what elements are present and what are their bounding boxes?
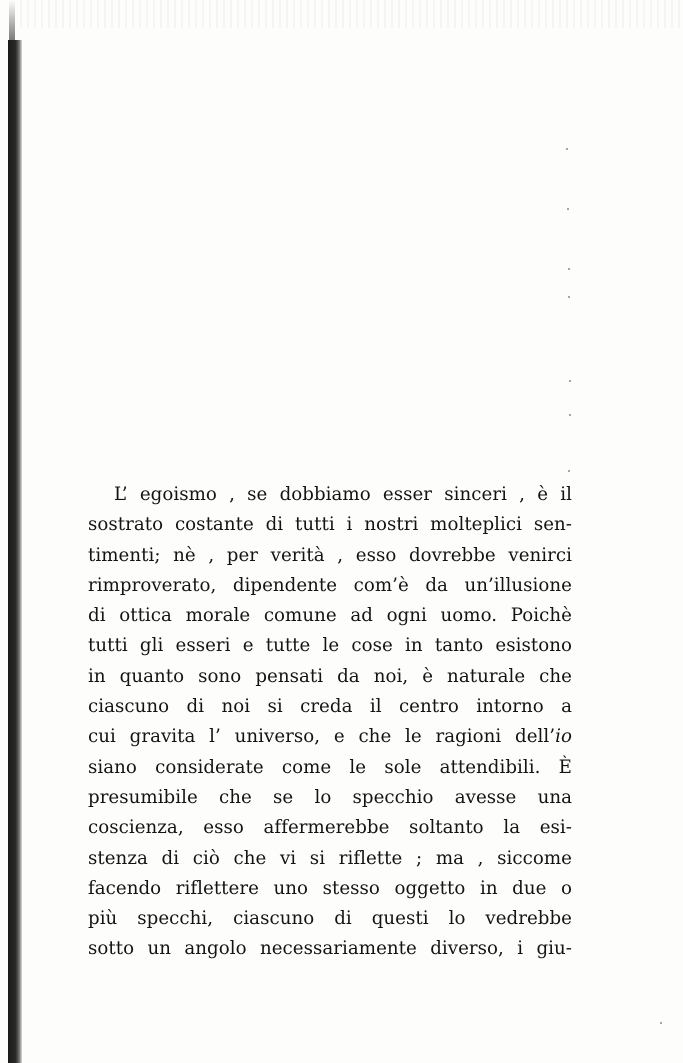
scan-speck <box>569 414 571 416</box>
scan-noise <box>20 0 683 28</box>
text-line: sostrato costante di tutti i nostri molteplici sen- <box>88 514 572 536</box>
text-line: rimproverato, dipendente com’è da un’illusione <box>88 574 572 596</box>
text-line: siano considerate come le sole attendibili. È <box>88 756 572 778</box>
text-line: in quanto sono pensati da noi, è naturale che <box>88 665 572 687</box>
body-paragraph <box>88 480 572 965</box>
text-line: ciascuno di noi si creda il centro intorno a <box>88 696 572 718</box>
text-line: presumibile che se lo specchio avesse una <box>88 786 572 808</box>
text-line: L’ egoismo , se dobbiamo esser sinceri , è il <box>114 484 572 505</box>
text-line: sotto un angolo necessariamente diverso, i giu- <box>88 938 572 960</box>
text-line: di ottica morale comune ad ogni uomo. Poichè <box>88 605 572 627</box>
scan-speck <box>568 268 570 270</box>
text-line-with-italic <box>88 722 572 752</box>
scan-speck <box>568 296 570 298</box>
scan-speck <box>568 470 570 472</box>
text-line: stenza di ciò che vi si riflette ; ma , siccome <box>88 847 572 869</box>
text-line: facendo riflettere uno stesso oggetto in due o <box>88 877 572 899</box>
text-line: più specchi, ciascuno di questi lo vedrebbe <box>88 908 572 930</box>
italic-word: io <box>555 726 572 748</box>
binding-edge <box>8 40 22 1063</box>
scan-speck <box>566 148 568 150</box>
scan-speck <box>567 208 569 210</box>
text-line: coscienza, esso affermerebbe soltanto la esi- <box>88 817 572 839</box>
text-line: tutti gli esseri e tutte le cose in tanto esistono <box>88 635 572 657</box>
text-line: timenti; nè , per verità , esso dovrebbe venirci <box>88 544 572 566</box>
scan-speck <box>569 380 571 382</box>
scan-speck <box>660 1022 662 1024</box>
text-segment: cui gravita l’ universo, e che le ragioni dell’ <box>88 726 556 748</box>
